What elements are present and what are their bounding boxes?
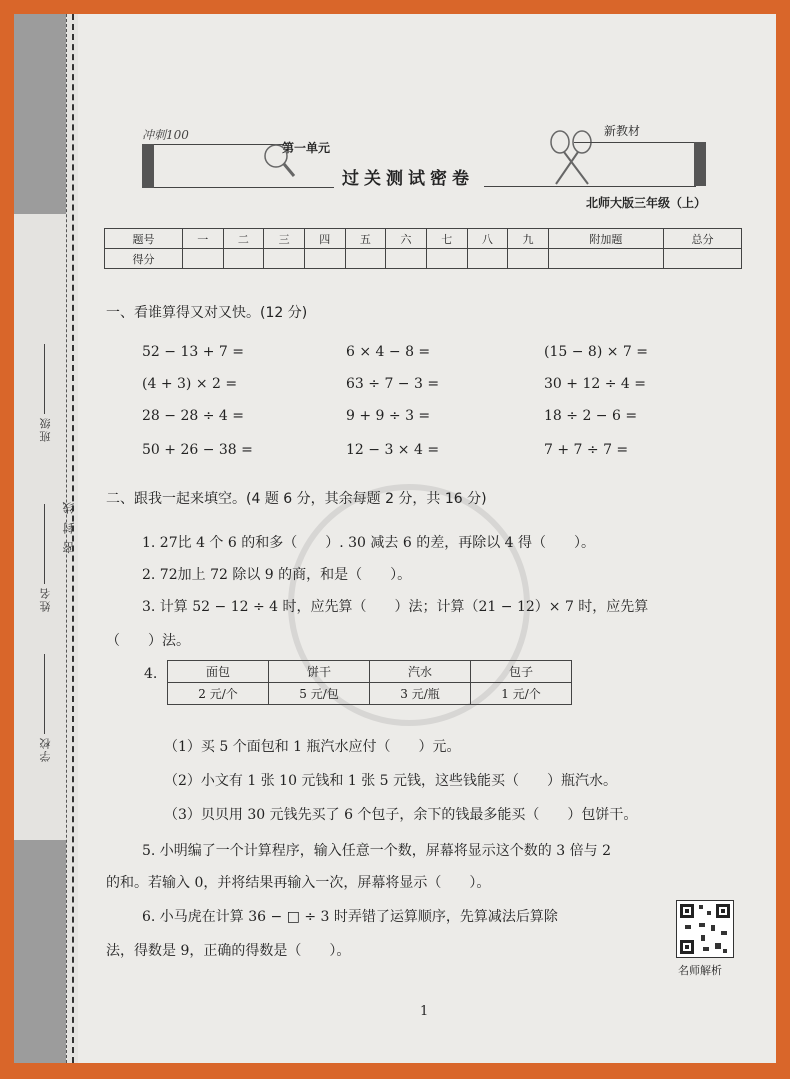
expression: 63 ÷ 7 − 3 = — [346, 376, 440, 392]
cell: 题号 — [105, 229, 183, 249]
exam-title: 过关测试密卷 — [342, 169, 474, 189]
question-1: 1. 27比 4 个 6 的和多（ ）. 30 减去 6 的差，再除以 4 得（ ）。 — [142, 535, 596, 551]
question-6-cont: 法，得数是 9，正确的得数是（ ）。 — [106, 943, 351, 959]
cell: 七 — [426, 229, 467, 249]
score-table-header-row — [105, 229, 742, 249]
section2-title: 二、跟我一起来填空。(4 题 6 分，其余每题 2 分，共 16 分) — [106, 491, 487, 507]
cell: 面包 — [168, 661, 269, 683]
brand-logo: 冲刺100 — [142, 128, 189, 142]
cell: 2 元/个 — [168, 683, 269, 705]
score-cell[interactable] — [182, 249, 223, 269]
class-blank — [44, 344, 45, 414]
score-cell[interactable] — [304, 249, 345, 269]
badminton-racket-icon — [544, 128, 604, 188]
cell: 5 元/包 — [269, 683, 370, 705]
edition-label: 北师大版三年级（上） — [586, 196, 707, 210]
question-2: 2. 72加上 72 除以 9 的商，和是（ ）。 — [142, 567, 412, 583]
price-header-row — [168, 661, 572, 683]
cell: 六 — [386, 229, 427, 249]
binding-strip-top — [14, 14, 66, 214]
cell: 一 — [182, 229, 223, 249]
cell: 四 — [304, 229, 345, 249]
question-3: 3. 计算 52 − 12 ÷ 4 时，应先算（ ）法；计算（21 − 12）× 7 时，应先算 — [142, 599, 649, 615]
unit-label: 第一单元 — [282, 141, 331, 155]
cell: 八 — [467, 229, 508, 249]
expression: 50 + 26 − 38 = — [142, 442, 253, 458]
score-cell[interactable] — [467, 249, 508, 269]
section1-title: 一、看谁算得又对又快。(12 分) — [106, 305, 308, 321]
cell: 饼干 — [269, 661, 370, 683]
question-4-2: （2）小文有 1 张 10 元钱和 1 张 5 元钱，这些钱能买（ ）瓶汽水。 — [164, 773, 618, 789]
seal-line-label: 密 封 线 — [62, 500, 76, 554]
expression: 28 − 28 ÷ 4 = — [142, 408, 244, 424]
school-blank — [44, 654, 45, 734]
page-number: 1 — [420, 1004, 429, 1019]
question-4-3: （3）贝贝用 30 元钱先买了 6 个包子，余下的钱最多能买（ ）包饼干。 — [164, 807, 638, 823]
score-cell[interactable] — [386, 249, 427, 269]
cell: 汽水 — [370, 661, 471, 683]
header-bar-left — [142, 144, 154, 188]
question-5: 5. 小明编了一个计算程序，输入任意一个数，屏幕将显示这个数的 3 倍与 2 — [142, 843, 611, 859]
score-table — [104, 228, 742, 269]
score-cell[interactable] — [664, 249, 742, 269]
score-cell[interactable] — [508, 249, 549, 269]
expression: (15 − 8) × 7 = — [544, 344, 648, 360]
expression: (4 + 3) × 2 = — [142, 376, 238, 392]
question-4-number: 4. — [144, 666, 158, 682]
cell: 总分 — [664, 229, 742, 249]
expression: 6 × 4 − 8 = — [346, 344, 431, 360]
score-cell[interactable] — [223, 249, 264, 269]
question-3-cont: （ ）法。 — [106, 633, 190, 649]
score-cell[interactable] — [548, 249, 663, 269]
header-line-left-bottom — [154, 187, 334, 188]
question-6: 6. 小马虎在计算 36 − □ ÷ 3 时弄错了运算顺序，先算减法后算除 — [142, 909, 558, 925]
exam-paper — [14, 14, 776, 1063]
expression: 7 + 7 ÷ 7 = — [544, 442, 629, 458]
qr-caption: 名师解析 — [678, 964, 722, 977]
cell: 二 — [223, 229, 264, 249]
pingpong-paddle-icon — [258, 140, 298, 180]
expression: 18 ÷ 2 − 6 = — [544, 408, 638, 424]
expression: 9 + 9 ÷ 3 = — [346, 408, 431, 424]
qr-code-icon[interactable] — [676, 900, 734, 958]
class-label: 班级 — [39, 416, 52, 442]
expression: 30 + 12 ÷ 4 = — [544, 376, 646, 392]
price-value-row — [168, 683, 572, 705]
cell: 包子 — [471, 661, 572, 683]
score-cell[interactable] — [426, 249, 467, 269]
expression: 52 − 13 + 7 = — [142, 344, 244, 360]
header-line-right-top — [574, 142, 694, 143]
question-4-1: （1）买 5 个面包和 1 瓶汽水应付（ ）元。 — [164, 739, 461, 755]
binding-strip-bottom — [14, 840, 66, 1063]
school-label: 学校 — [39, 736, 52, 762]
cell: 附加题 — [548, 229, 663, 249]
header-bar-right — [694, 142, 706, 186]
cell: 得分 — [105, 249, 183, 269]
score-table-score-row — [105, 249, 742, 269]
score-cell[interactable] — [345, 249, 386, 269]
binding-margin — [14, 14, 78, 1063]
cell: 3 元/瓶 — [370, 683, 471, 705]
new-edition-label: 新教材 — [604, 124, 641, 138]
cell: 五 — [345, 229, 386, 249]
score-cell[interactable] — [264, 249, 305, 269]
question-5-cont: 的和。若输入 0，并将结果再输入一次，屏幕将显示（ ）。 — [106, 875, 491, 891]
name-label: 姓名 — [39, 586, 52, 612]
header-line-right-bottom — [484, 186, 696, 187]
name-blank — [44, 504, 45, 584]
cell: 1 元/个 — [471, 683, 572, 705]
expression: 12 − 3 × 4 = — [346, 442, 440, 458]
cell: 九 — [508, 229, 549, 249]
price-table — [167, 660, 572, 705]
cell: 三 — [264, 229, 305, 249]
